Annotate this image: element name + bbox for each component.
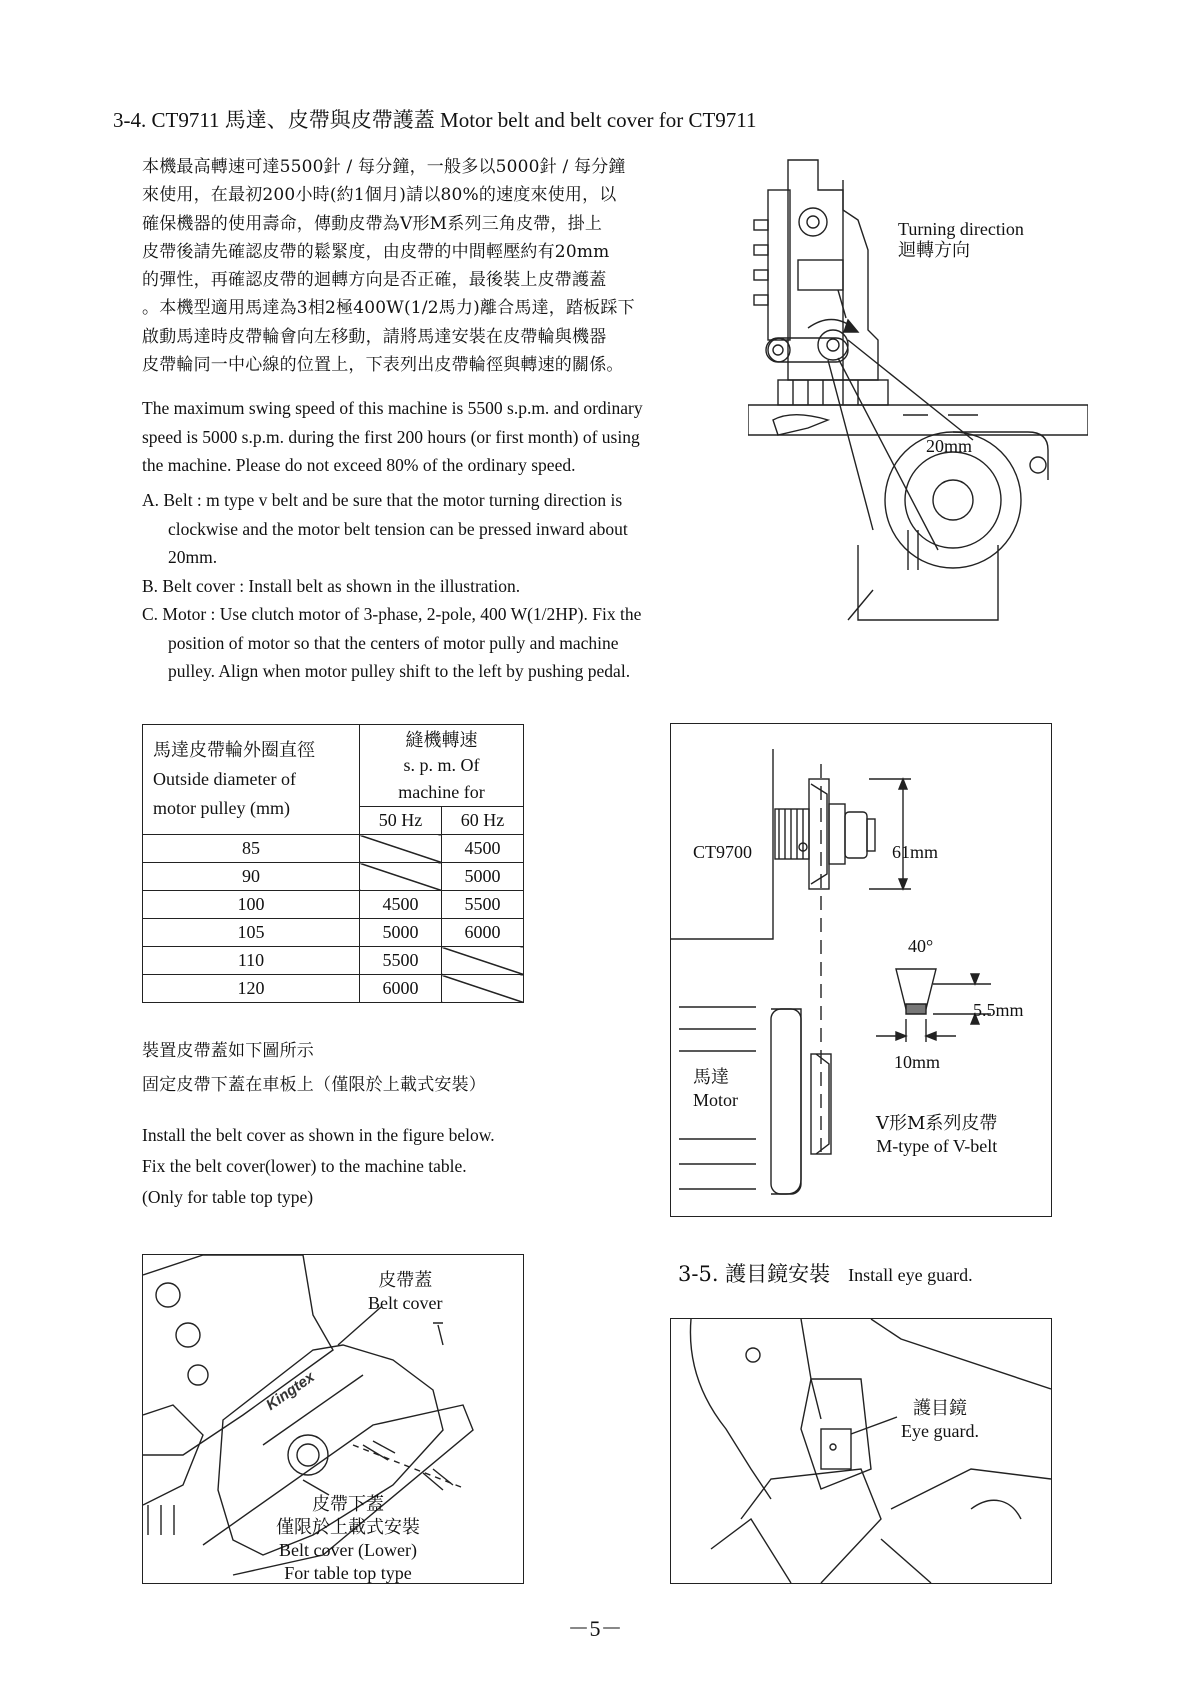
belt-type-en: M-type of V-belt: [876, 1136, 998, 1156]
page-number: －5－: [567, 1616, 623, 1641]
install-zh-line: 裝置皮帶蓋如下圖所示: [142, 1041, 314, 1061]
figure-eye-guard: [670, 1318, 1052, 1584]
item-a-line: 20mm.: [168, 547, 218, 567]
belt-deflection-label: 20mm: [926, 436, 973, 456]
turning-direction-label: [898, 218, 1024, 262]
figure-belt-cover: [142, 1254, 524, 1584]
cell-diameter: 90: [143, 863, 360, 891]
cell-diameter: 105: [143, 919, 360, 947]
install-en-line: Fix the belt cover(lower) to the machine table.: [142, 1156, 467, 1176]
belt-angle-label: 40°: [908, 936, 934, 956]
eye-guard-zh: 護目鏡: [912, 1398, 967, 1419]
table-row: [143, 891, 524, 919]
section-title: 3-4. CT9711 馬達、皮帶與皮帶護蓋 Motor belt and belt cover for CT9711: [113, 108, 757, 132]
intro-zh-line: 。本機型適用馬達為3相2極400W(1/2馬力)離合馬達，踏板踩下: [142, 298, 635, 319]
header-60hz: 60 Hz: [442, 807, 524, 835]
cell-diameter: 110: [143, 947, 360, 975]
header-diameter-en1: Outside diameter of: [153, 769, 296, 789]
cell-60hz: 6000: [442, 919, 524, 947]
eye-guard-en: Eye guard.: [901, 1421, 979, 1441]
table-row: [143, 947, 524, 975]
cell-50hz: 4500: [360, 891, 442, 919]
pulley-speed-table: [142, 724, 524, 1003]
item-c-line: C. Motor : Use clutch motor of 3-phase, 2-pole, 400 W(1/2HP). Fix the: [142, 604, 642, 624]
intro-zh-line: 皮帶後請先確認皮帶的鬆緊度，由皮帶的中間輕壓約有20mm: [142, 241, 610, 262]
cell-60hz: 5000: [442, 863, 524, 891]
belt-type-zh: V形M系列皮帶: [876, 1113, 998, 1134]
install-en-line: Install the belt cover as shown in the figure below.: [142, 1125, 495, 1145]
figure-belt-installation: [748, 150, 1088, 670]
header-speed-en1: s. p. m. Of: [360, 752, 524, 779]
lower-cover-type-zh: 僅限於上載式安裝: [276, 1517, 420, 1538]
intro-zh-line: 本機最高轉速可達5500針 / 每分鐘，一般多以5000針 / 每分鐘: [142, 157, 626, 177]
cell-diameter: 120: [143, 975, 360, 1003]
install-zh-line: 固定皮帶下蓋在車板上（僅限於上載式安裝）: [142, 1075, 486, 1095]
section-35-en: Install eye guard.: [848, 1265, 973, 1285]
intro-chinese: [142, 153, 635, 379]
instruction-list: [142, 486, 641, 686]
intro-en-line: speed is 5000 s.p.m. during the first 200 hours (or first month) of using: [142, 426, 640, 447]
belt-cover-zh: 皮帶蓋: [378, 1270, 433, 1291]
intro-zh-line: 的彈性，再確認皮帶的迴轉方向是否正確，最後裝上皮帶護蓋: [142, 270, 607, 291]
install-chinese: [142, 1034, 486, 1102]
item-a-line: A. Belt : m type v belt and be sure that the motor turning direction is: [142, 490, 623, 510]
intro-zh-line: 皮帶輪同一中心線的位置上，下表列出皮帶輪徑與轉速的關係。: [142, 355, 624, 376]
lower-cover-type-en: For table top type: [284, 1563, 412, 1583]
lower-cover-en: Belt cover (Lower): [279, 1540, 417, 1560]
header-speed-en2: machine for: [360, 779, 524, 807]
item-c-line: position of motor so that the centers of motor pully and machine: [168, 632, 619, 653]
install-en-line: (Only for table top type): [142, 1187, 314, 1207]
section-35-title: [678, 1258, 973, 1288]
cell-50hz-empty: [360, 835, 442, 863]
cell-60hz: 4500: [442, 835, 524, 863]
table-row: [143, 863, 524, 891]
figure-pulley-dimensions: [670, 723, 1052, 1217]
install-english: [142, 1120, 495, 1213]
item-c-line: pulley. Align when motor pulley shift to the left by pushing pedal.: [168, 661, 631, 681]
cell-50hz: 6000: [360, 975, 442, 1003]
cell-50hz: 5500: [360, 947, 442, 975]
model-label: CT9700: [693, 842, 753, 862]
cell-50hz: 5000: [360, 919, 442, 947]
pulley-height-label: 61mm: [892, 842, 939, 862]
belt-type-label: [876, 1112, 997, 1158]
turning-direction-en: Turning direction: [898, 219, 1024, 239]
section-35-zh: 3-5. 護目鏡安裝: [678, 1262, 831, 1286]
cell-diameter: 85: [143, 835, 360, 863]
cell-60hz-empty: [442, 947, 524, 975]
header-speed-zh: 縫機轉速: [360, 725, 524, 753]
intro-en-line: The maximum swing speed of this machine is 5500 s.p.m. and ordinary: [142, 398, 643, 418]
intro-en-line: the machine. Please do not exceed 80% of the ordinary speed.: [142, 455, 576, 475]
belt-cover-label: [368, 1269, 442, 1315]
table-row: [143, 919, 524, 947]
belt-cover-en: Belt cover: [368, 1293, 443, 1313]
table-row: [143, 975, 524, 1003]
table-header-diameter: [143, 725, 360, 835]
item-a-line: clockwise and the motor belt tension can be pressed inward about: [168, 518, 628, 539]
turning-direction-zh: 迴轉方向: [898, 240, 970, 261]
brand-logo: Kingtex: [263, 1368, 318, 1414]
cell-60hz: 5500: [442, 891, 524, 919]
lower-cover-zh: 皮帶下蓋: [312, 1494, 384, 1515]
cell-60hz-empty: [442, 975, 524, 1003]
intro-english: [142, 394, 643, 480]
header-diameter-en2: motor pulley (mm): [153, 798, 290, 818]
cell-50hz-empty: [360, 863, 442, 891]
header-diameter-zh: 馬達皮帶輪外圈直徑: [153, 740, 315, 761]
eye-guard-drawing: [671, 1319, 1051, 1583]
belt-depth-label: 5.5mm: [973, 1000, 1024, 1020]
table-row: [143, 835, 524, 863]
item-b-line: B. Belt cover : Install belt as shown in the illustration.: [142, 575, 521, 596]
intro-zh-line: 確保機器的使用壽命，傳動皮帶為V形M系列三角皮帶，掛上: [142, 213, 603, 234]
belt-width-label: 10mm: [894, 1052, 941, 1072]
motor-label-en: Motor: [693, 1090, 738, 1110]
motor-label-zh: 馬達: [693, 1067, 729, 1088]
motor-label: [693, 1066, 738, 1112]
header-50hz: 50 Hz: [360, 807, 442, 835]
cell-diameter: 100: [143, 891, 360, 919]
eye-guard-label: [901, 1397, 979, 1443]
intro-zh-line: 啟動馬達時皮帶輪會向左移動，請將馬達安裝在皮帶輪與機器: [142, 326, 607, 347]
lower-cover-label: [276, 1493, 420, 1585]
intro-zh-line: 來使用，在最初200小時(約1個月)請以80%的速度來使用，以: [142, 185, 617, 206]
